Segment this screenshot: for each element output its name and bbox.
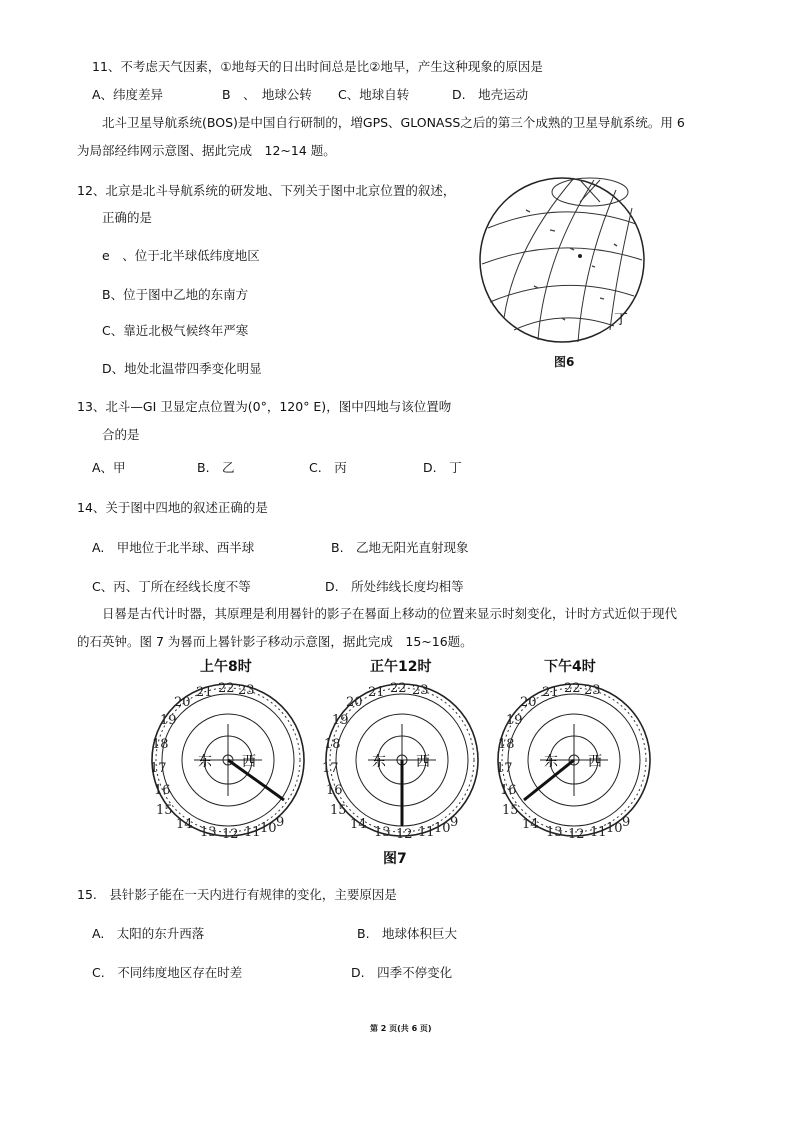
q11-option-c: C、地球自转	[338, 87, 410, 102]
svg-text:10: 10	[606, 821, 623, 836]
svg-text:16: 16	[500, 783, 517, 798]
passage2-line1: 日晷是古代计时器，其原理是利用晷针的影子在晷面上移动的位置来显示时刻变化，计时方式近似于现代	[102, 606, 678, 621]
q14-option-d: D. 所处纬线长度均相等	[325, 579, 464, 594]
svg-text:丁: 丁	[614, 312, 628, 328]
svg-text:14: 14	[176, 817, 193, 832]
q12-option-b: B、位于图中乙地的东南方	[102, 287, 249, 302]
east-label: 东	[198, 754, 212, 770]
q11-option-a: A、纬度差异	[92, 87, 164, 102]
page-footer: 第 2 页(共 6 页)	[370, 1024, 432, 1033]
svg-text:18: 18	[324, 737, 341, 752]
svg-text:22: 22	[218, 681, 235, 696]
q12-stem-line2: 正确的是	[102, 210, 153, 225]
figure6-caption: 图6	[554, 355, 575, 369]
figure7-caption: 图7	[383, 851, 407, 867]
west-label: 西	[588, 754, 602, 770]
svg-text:21: 21	[368, 685, 385, 700]
q12-option-a: e 、位于北半球低纬度地区	[102, 248, 260, 263]
passage2-line2: 的石英钟。图 7 为晷而上晷针影子移动示意图，据此完成 15~16题。	[77, 634, 473, 649]
svg-text:18: 18	[498, 737, 515, 752]
svg-text:20: 20	[346, 695, 363, 710]
sundial-4pm	[494, 676, 654, 846]
svg-text:17: 17	[322, 761, 339, 776]
q15-option-a: A. 太阳的东升西落	[92, 926, 205, 941]
q12-option-c: C、靠近北极气候终年严寒	[102, 323, 249, 338]
east-label: 东	[372, 754, 386, 770]
svg-text:11: 11	[418, 825, 435, 840]
svg-text:14: 14	[350, 817, 367, 832]
q13-option-a: A、甲	[92, 460, 126, 475]
sundial-title-noon: 正午12时	[370, 659, 432, 675]
q13-stem-line1: 13、北斗—GI 卫显定点位置为(0°，120° E)，图中四地与该位置吻	[77, 399, 452, 414]
q14-option-c: C、丙、丁所在经线长度不等	[92, 579, 251, 594]
q15-stem: 15. 县针影子能在一天内进行有规律的变化，主要原因是	[77, 887, 397, 902]
q12-stem-line1: 12、北京是北斗导航系统的研发地、下列关于图中北京位置的叙述，	[77, 183, 456, 198]
east-label: 东	[544, 754, 558, 770]
svg-text:11: 11	[590, 825, 607, 840]
sundial-noon	[320, 676, 480, 846]
q13-stem-line2: 合的是	[102, 427, 140, 442]
svg-text:17: 17	[150, 761, 167, 776]
svg-text:15: 15	[330, 803, 347, 818]
west-label: 西	[242, 754, 256, 770]
svg-text:15: 15	[502, 803, 519, 818]
svg-text:18: 18	[152, 737, 169, 752]
q13-option-b: B. 乙	[197, 460, 235, 475]
sundial-8am	[148, 676, 308, 846]
q14-stem: 14、关于图中四地的叙述正确的是	[77, 500, 268, 515]
svg-text:23: 23	[412, 683, 429, 698]
svg-text:12: 12	[568, 827, 585, 842]
sundial-title-4pm: 下午4时	[544, 659, 596, 675]
q14-option-b: B. 乙地无阳光直射现象	[331, 540, 469, 555]
svg-text:9: 9	[276, 815, 285, 830]
q12-option-d: D、地处北温带四季变化明显	[102, 361, 262, 376]
sundial-title-8am: 上午8时	[200, 659, 252, 675]
svg-text:23: 23	[238, 683, 255, 698]
svg-text:12: 12	[222, 827, 239, 842]
svg-text:13: 13	[546, 825, 563, 840]
q11-option-b: B 、 地球公转	[222, 87, 312, 102]
q11-stem: 11、不考虑天气因素，①地每天的日出时间总是比②地早，产生这种现象的原因是	[92, 59, 543, 74]
svg-text:12: 12	[396, 827, 413, 842]
svg-text:22: 22	[390, 681, 407, 696]
svg-text:10: 10	[434, 821, 451, 836]
q15-option-b: B. 地球体积巨大	[357, 926, 458, 941]
svg-text:16: 16	[326, 783, 343, 798]
globe-figure	[474, 168, 654, 368]
q14-option-a: A. 甲地位于北半球、西半球	[92, 540, 255, 555]
passage1-line1: 北斗卫星导航系统(BOS)是中国自行研制的，増GPS、GLONASS之后的第三个成熟的卫星导航系统。用 6	[102, 115, 685, 130]
q11-option-d: D. 地壳运动	[452, 87, 529, 102]
svg-text:19: 19	[332, 713, 349, 728]
svg-text:9: 9	[622, 815, 631, 830]
q15-option-d: D. 四季不停变化	[351, 965, 453, 980]
svg-text:15: 15	[156, 803, 173, 818]
q13-option-d: D. 丁	[423, 460, 462, 475]
svg-text:21: 21	[542, 685, 559, 700]
svg-text:13: 13	[200, 825, 217, 840]
svg-text:16: 16	[154, 783, 171, 798]
svg-text:10: 10	[260, 821, 277, 836]
svg-text:9: 9	[450, 815, 459, 830]
west-label: 西	[416, 754, 430, 770]
svg-text:11: 11	[244, 825, 261, 840]
svg-text:13: 13	[374, 825, 391, 840]
svg-text:19: 19	[506, 713, 523, 728]
svg-text:23: 23	[584, 683, 601, 698]
svg-text:20: 20	[520, 695, 537, 710]
svg-text:20: 20	[174, 695, 191, 710]
q13-option-c: C. 丙	[309, 460, 347, 475]
svg-text:14: 14	[522, 817, 539, 832]
svg-text:21: 21	[196, 685, 213, 700]
passage1-line2: 为局部经纬网示意图、据此完成 12~14 题。	[77, 143, 336, 158]
q15-option-c: C. 不同纬度地区存在时差	[92, 965, 243, 980]
svg-text:22: 22	[564, 681, 581, 696]
svg-text:19: 19	[160, 713, 177, 728]
svg-text:17: 17	[496, 761, 513, 776]
